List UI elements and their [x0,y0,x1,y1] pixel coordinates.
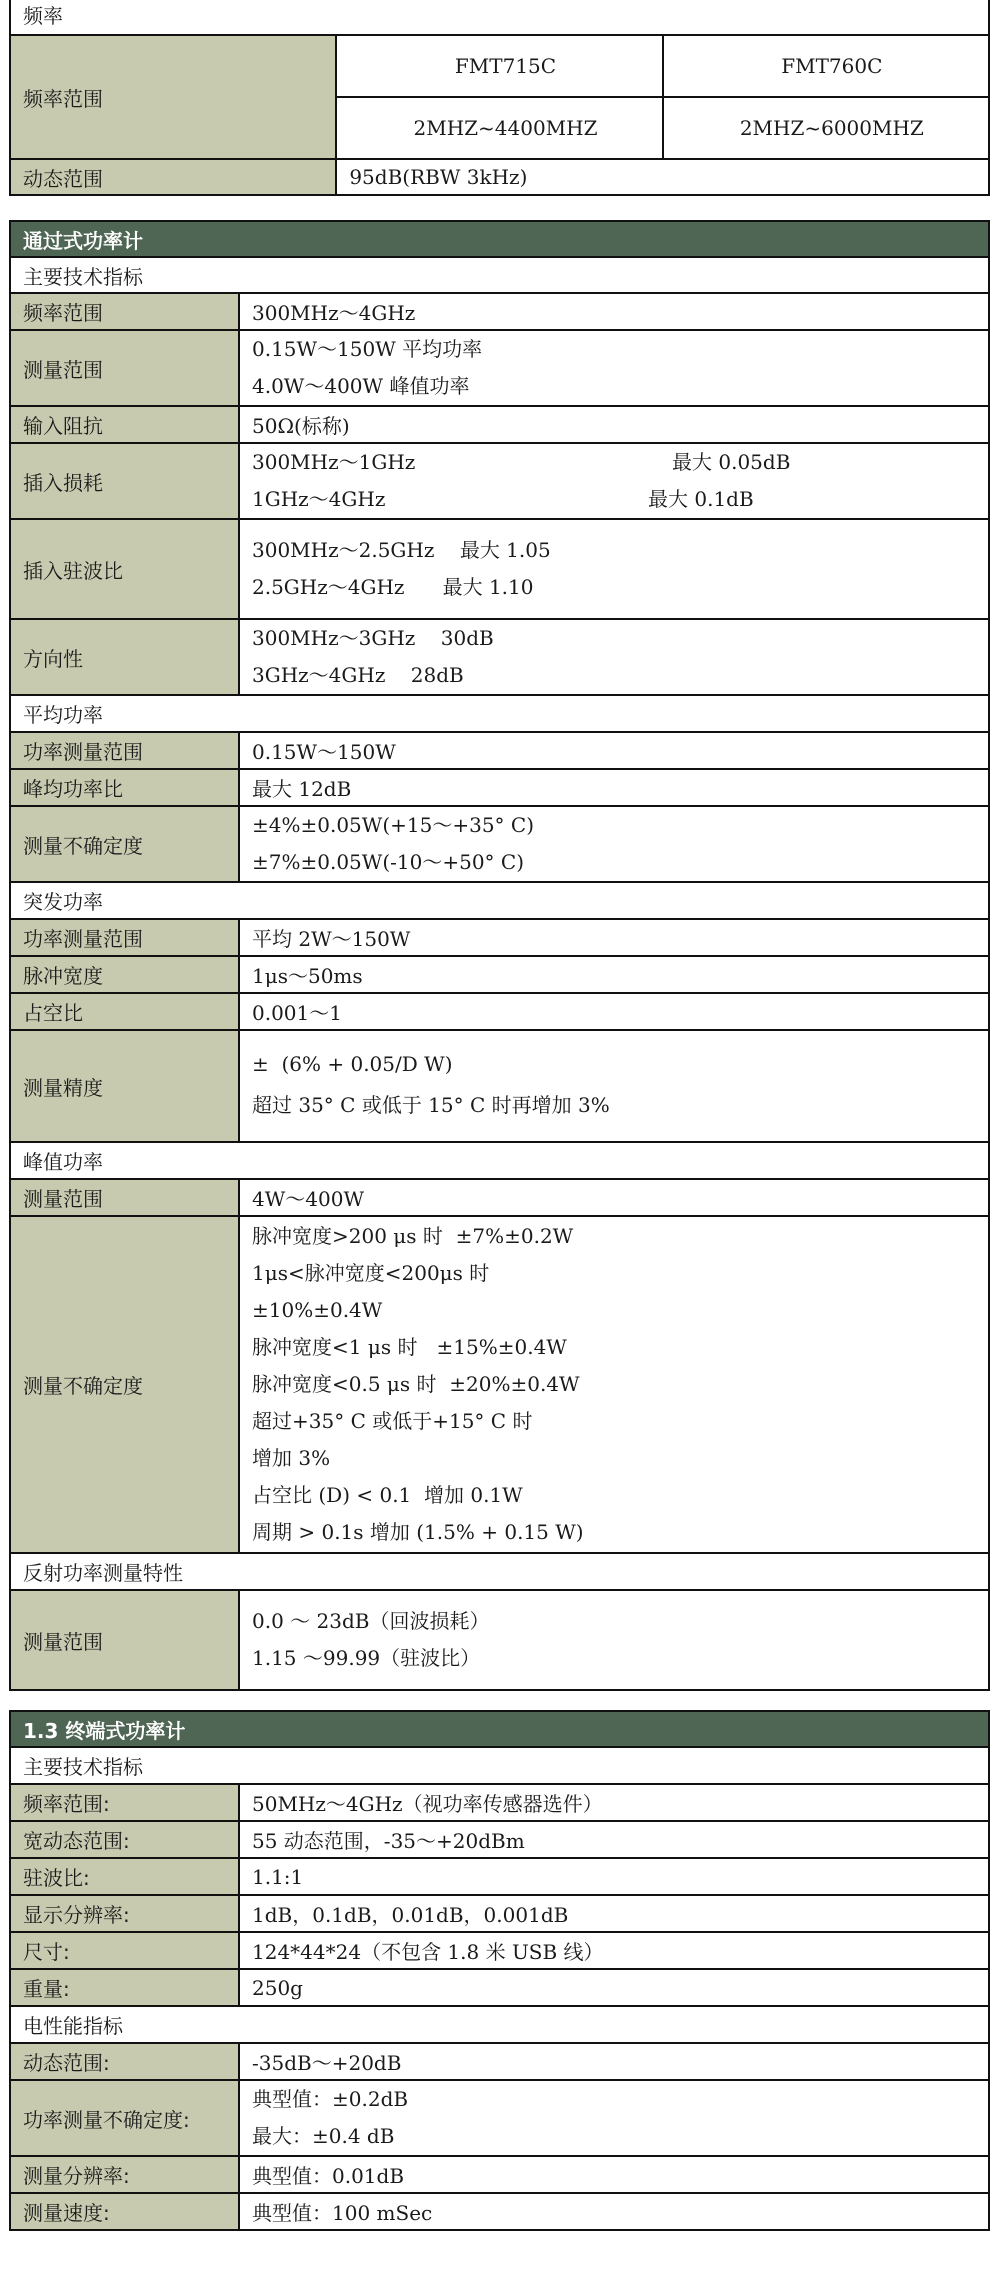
thru-freq-value: 300MHz～4GHz [239,293,989,330]
dynamic-range-value: 95dB(RBW 3kHz) [336,159,989,195]
thru-peak-power: 峰值功率 [10,1142,989,1179]
thru-vswr-label: 插入驻波比 [10,519,239,619]
term-row-value: 1.1:1 [239,1858,989,1895]
burst-duty-value: 0.001～1 [239,993,989,1030]
avg-range-value: 0.15W～150W [239,732,989,769]
peak-range-label: 测量范围 [10,1179,239,1216]
term-row-value: 55 动态范围，-35～+20dBm [239,1821,989,1858]
thru-impedance-value: 50Ω(标称) [239,406,989,443]
terminal-power-meter-table [9,1710,990,2231]
peak-range-value: 4W～400W [239,1179,989,1216]
peak-unc-line: 超过+35° C 或低于+15° C 时 [252,1409,533,1433]
term-row-value: 124*44*24（不包含 1.8 米 USB 线） [239,1932,989,1969]
term-row-value: 1dB，0.1dB，0.01dB，0.001dB [239,1895,989,1932]
elec-dyn-label: 动态范围: [10,2043,239,2080]
section-frequency: 频率 [10,0,989,35]
burst-range-label: 功率测量范围 [10,919,239,956]
thru-directivity-value [239,619,989,695]
burst-accuracy-value [239,1030,989,1142]
thru-header: 通过式功率计 [10,221,989,257]
term-main-specs: 主要技术指标 [10,1747,989,1784]
burst-acc-line: ± (6% + 0.05/D W) [252,1051,453,1076]
term-row-label: 驻波比: [10,1858,239,1895]
refl-line: 0.0 ～ 23dB（回波损耗） [252,1609,490,1633]
model-fmt715c: FMT715C [336,35,662,97]
vswr-line: 2.5GHz～4GHz 最大 1.10 [252,575,534,599]
peak-uncertainty-label: 测量不确定度 [10,1216,239,1553]
thru-meas-value [239,330,989,406]
burst-pulse-label: 脉冲宽度 [10,956,239,993]
elec-unc-value [239,2080,989,2156]
thru-impedance-label: 输入阻抗 [10,406,239,443]
thru-average-power: 平均功率 [10,695,989,732]
thru-insertion-loss-value [239,443,989,519]
dynamic-range-label: 动态范围 [10,159,336,195]
peak-unc-line: 周期 > 0.1s 增加 (1.5% + 0.15 W) [252,1520,584,1544]
burst-duty-label: 占空比 [10,993,239,1030]
peak-unc-line: 占空比 (D) < 0.1 增加 0.1W [252,1483,523,1507]
loss-band: 300MHz～1GHz [252,450,416,474]
thru-directivity-label: 方向性 [10,619,239,695]
avg-range-label: 功率测量范围 [10,732,239,769]
thru-insertion-loss-label: 插入损耗 [10,443,239,519]
burst-accuracy-label: 测量精度 [10,1030,239,1142]
avg-uncertainty-label: 测量不确定度 [10,806,239,882]
directivity-line: 300MHz～3GHz 30dB [252,626,494,650]
avg-uncertainty-value [239,806,989,882]
refl-range-value [239,1590,989,1690]
peak-unc-line: 脉冲宽度<1 μs 时 ±15%±0.4W [252,1335,567,1359]
elec-speed-value: 典型值：100 mSec [239,2193,989,2230]
range-fmt760c: 2MHZ~6000MHZ [663,97,989,159]
term-electrical-specs: 电性能指标 [10,2006,989,2043]
peak-unc-line: 增加 3% [252,1446,331,1470]
term-row-value: 250g [239,1969,989,2006]
frequency-range-label: 频率范围 [10,35,336,159]
term-row-label: 显示分辨率: [10,1895,239,1932]
burst-pulse-value: 1μs～50ms [239,956,989,993]
term-row-label: 频率范围: [10,1784,239,1821]
thru-vswr-value [239,519,989,619]
directivity-line: 3GHz～4GHz 28dB [252,663,464,687]
burst-acc-line: 超过 35° C 或低于 15° C 时再增加 3% [252,1092,610,1117]
vswr-line: 300MHz～2.5GHz 最大 1.05 [252,538,551,562]
refl-line: 1.15 ～99.99（驻波比） [252,1646,481,1670]
peak-unc-line: 1μs<脉冲宽度<200μs 时 [252,1261,490,1285]
term-row-label: 重量: [10,1969,239,2006]
avg-unc-line: ±7%±0.05W(-10～+50° C) [252,850,525,874]
peak-unc-line: 脉冲宽度>200 μs 时 ±7%±0.2W [252,1224,574,1248]
loss-max: 最大 0.1dB [648,487,754,511]
thru-burst-power: 突发功率 [10,882,989,919]
thru-main-specs: 主要技术指标 [10,257,989,293]
term-header: 1.3 终端式功率计 [10,1711,989,1747]
thru-freq-label: 频率范围 [10,293,239,330]
peak-unc-line: 脉冲宽度<0.5 μs 时 ±20%±0.4W [252,1372,580,1396]
frequency-table [9,0,990,196]
burst-range-value: 平均 2W～150W [239,919,989,956]
refl-range-label: 测量范围 [10,1590,239,1690]
avg-unc-line: ±4%±0.05W(+15～+35° C) [252,813,535,837]
thru-reflected-power: 反射功率测量特性 [10,1553,989,1590]
elec-speed-label: 测量速度: [10,2193,239,2230]
term-row-value: 50MHz～4GHz（视功率传感器选件） [239,1784,989,1821]
thru-meas-line: 0.15W～150W 平均功率 [252,337,483,361]
loss-band: 1GHz～4GHz [252,487,386,511]
model-fmt760c: FMT760C [663,35,989,97]
loss-max: 最大 0.05dB [672,450,791,474]
elec-res-value: 典型值：0.01dB [239,2156,989,2193]
peak-uncertainty-value [239,1216,989,1553]
elec-unc-line: 典型值：±0.2dB [252,2087,409,2111]
range-fmt715c: 2MHZ~4400MHZ [336,97,662,159]
elec-unc-label: 功率测量不确定度: [10,2080,239,2156]
thru-power-meter-table [9,220,990,1691]
elec-dyn-value: -35dB～+20dB [239,2043,989,2080]
thru-meas-label: 测量范围 [10,330,239,406]
term-row-label: 宽动态范围: [10,1821,239,1858]
avg-crest-value: 最大 12dB [239,769,989,806]
term-row-label: 尺寸: [10,1932,239,1969]
elec-unc-line: 最大：±0.4 dB [252,2124,395,2148]
peak-unc-line: ±10%±0.4W [252,1298,383,1322]
avg-crest-label: 峰均功率比 [10,769,239,806]
elec-res-label: 测量分辨率: [10,2156,239,2193]
thru-meas-line: 4.0W～400W 峰值功率 [252,374,470,398]
